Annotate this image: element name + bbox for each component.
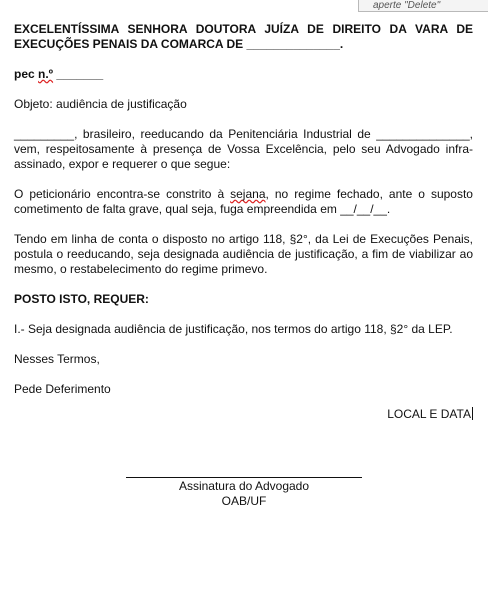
document-body[interactable] [14, 22, 473, 422]
place-and-date [14, 407, 473, 422]
closing-terms: Nesses Termos, [14, 352, 100, 366]
misspelled-word[interactable]: sejana [230, 187, 266, 201]
misspelled-word[interactable]: n.º [38, 67, 54, 81]
paragraph-identification: _________, brasileiro, reeducando da Penitenciária Industrial de ______________, vem, respeitosamente à presença de Vossa Excelência, pelo seu Advogado infra-assinado, expor e requerer o que segue: [14, 127, 473, 171]
facts-text-a: O peticionário encontra-se constrito à [14, 187, 231, 201]
pec-blank: _______ [53, 67, 104, 81]
place-and-date-text: LOCAL E DATA [387, 407, 471, 421]
facts-text-b: , no regime fechado, ante o suposto cometimento de falta grave, qual seja, fuga empreendida em __/__/__. [14, 187, 473, 216]
oab-label: OAB/UF [221, 494, 267, 508]
process-number-line [14, 67, 473, 82]
signature-label: Assinatura do Advogado [178, 479, 310, 493]
signature-line [126, 477, 362, 478]
request-heading: POSTO ISTO, REQUER: [14, 292, 149, 306]
paragraph-legal-basis: Tendo em linha de conta o disposto no artigo 118, §2°, da Lei de Execuções Penais, postula o reeducando, seja designada audiência de justificação, a fim de viabilizar ao mesmo, o restabelecimento do regime primevo. [14, 232, 473, 276]
delete-hint-tooltip: aperte "Delete" [358, 0, 488, 12]
closing-request: Pede Deferimento [14, 382, 111, 396]
request-item-1: I.- Seja designada audiência de justificação, nos termos do artigo 118, §2° da LEP. [14, 322, 453, 336]
paragraph-facts [14, 187, 473, 217]
subject-line: Objeto: audiência de justificação [14, 97, 187, 111]
addressee-heading: EXCELENTÍSSIMA SENHORA DOUTORA JUÍZA DE DIREITO DA VARA DE EXECUÇÕES PENAIS DA COMARCA DE ______________. [14, 22, 473, 51]
text-cursor [472, 407, 473, 420]
pec-prefix: pec [14, 67, 39, 81]
